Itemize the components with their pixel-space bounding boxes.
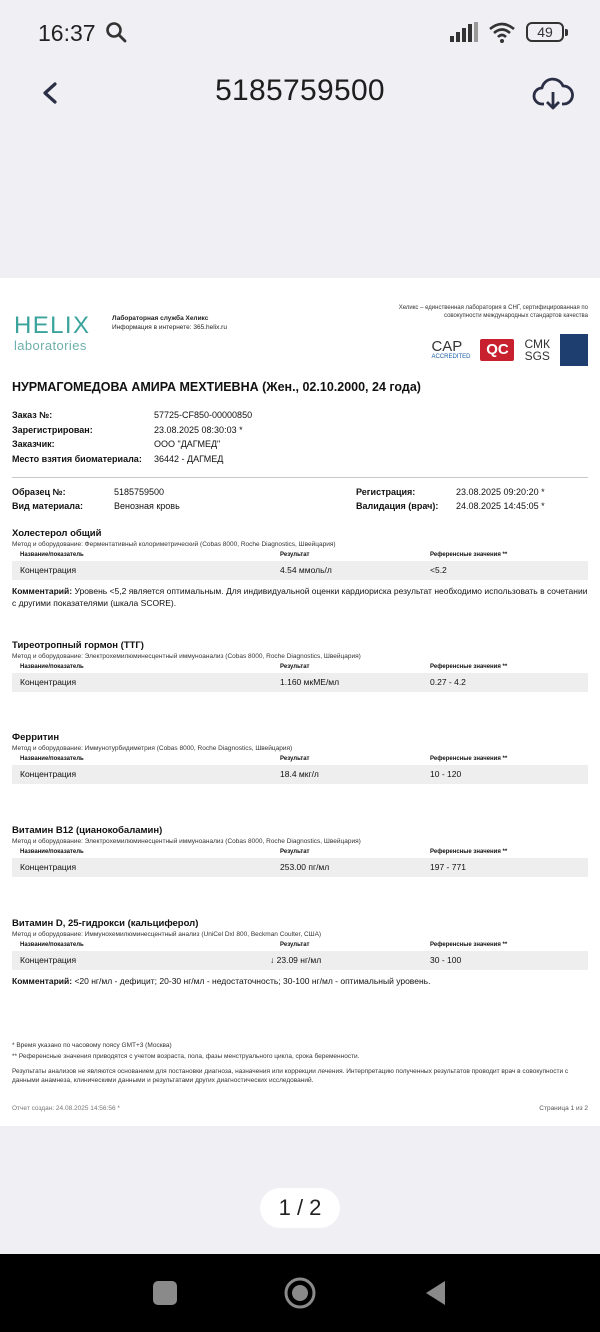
- test-ferritin: Ферритин Метод и оборудование: Иммунотурбидиметрия (Cobas 8000, Roche Diagnostics, Швейцария) Название/показатель Результат Референсные значения ** Концентрация 18.4 мкг/л 10 - 120: [12, 732, 588, 784]
- sgs-logo: СМК SGS: [524, 337, 550, 363]
- table-header: Название/показатель Результат Референсные значения **: [20, 849, 508, 855]
- lab-info: Лабораторная служба Хеликс Информация в интернете: 365.helix.ru: [112, 315, 227, 331]
- divider: [12, 477, 588, 478]
- table-row: Концентрация 253.00 пг/мл 197 - 771: [12, 858, 588, 877]
- comment: Комментарий: Уровень <5,2 является оптимальным. Для индивидуальной оценки кардиориска результат необходимо использовать в сочетании с другими показателями (шкала SCORE).: [12, 586, 588, 608]
- nav-back-icon[interactable]: [423, 1278, 447, 1308]
- test-vitamin-d: Витамин D, 25-гидрокси (кальциферол) Метод и оборудование: Иммунохемилюминесцентный анализ (UniCel DxI 800, Beckman Coulter, США) Название/показатель Результат Референсные значения ** Концентрация ↓ 23.09 нг/мл 30 - 100 Комментарий: <20 нг/мл - дефицит; 20-30 нг/мл - недостаточность; 30-100 нг/мл - оптимальный уровень.: [12, 918, 588, 987]
- table-header: Название/показатель Результат Референсные значения **: [20, 756, 508, 762]
- status-time: 16:37: [38, 20, 96, 46]
- report-header: [12, 290, 588, 370]
- certification-text: Хеликс – единственная лаборатория в СНГ, сертифицированная по совокупности международных стандартов качества: [398, 305, 588, 319]
- sample-info: Образец №: 5185759500 Вид материала: Венозная кровь Регистрация: 23.08.2025 09:20:20 * Валидация (врач): 24.08.2025 14:45:05 *: [12, 487, 545, 511]
- table-header: Название/показатель Результат Референсные значения **: [20, 664, 508, 670]
- cloud-download-icon[interactable]: [532, 74, 574, 116]
- patient-name: НУРМАГОМЕДОВА АМИРА МЕХТИЕВНА (Жен., 02.10.2000, 24 года): [12, 380, 421, 394]
- signal-icon: [450, 22, 478, 42]
- test-cholesterol: Холестерол общий Метод и оборудование: Ферментативный колориметрический (Cobas 8000, Roche Diagnostics, Швейцария) Название/показатель Результат Референсные значения ** Концентрация 4.54 ммоль/л <5.2 Комментарий: Уровень <5,2 является оптимальным. Для индивидуальной оценки кардиориска результат необходимо использовать в сочетании с другими показателями (шкала SCORE).: [12, 528, 588, 608]
- helix-logo: HELIX laboratories: [14, 312, 91, 353]
- table-row: Концентрация 18.4 мкг/л 10 - 120: [12, 765, 588, 784]
- qc-logo: QC: [480, 339, 514, 361]
- table-row: Концентрация 4.54 ммоль/л <5.2: [12, 561, 588, 580]
- page-title: 5185759500: [215, 74, 385, 107]
- pdf-page[interactable]: [0, 278, 600, 1126]
- comment: Комментарий: <20 нг/мл - дефицит; 20-30 нг/мл - недостаточность; 30-100 нг/мл - оптимальный уровень.: [12, 976, 431, 986]
- report-footer: Отчет создан: 24.08.2025 14:56:56 * Страница 1 из 2: [12, 1105, 588, 1112]
- app-bar: [0, 64, 600, 124]
- order-info: Заказ №: 57725-CF850-00000850 Зарегистрирован: 23.08.2025 08:30:03 * Заказчик: ООО "ДАГМЕД" Место взятия биоматериала: 36442 - ДАГМЕД: [12, 410, 253, 464]
- status-bar: [0, 0, 600, 64]
- wifi-icon: [488, 21, 516, 43]
- table-header: Название/показатель Результат Референсные значения **: [20, 942, 508, 948]
- battery-icon: 49: [526, 22, 564, 42]
- search-icon: [104, 20, 128, 44]
- footnotes: * Время указано по часовому поясу GMT+3 (Москва) ** Референсные значения приводятся с учетом возраста, пола, фазы менструального цикла, срока беременности. Результаты анализов не являются основанием для постановки диагноза, назначения или коррекции лечения. Интерпретацию полученных результатов проводит врач в совокупности с данными анамнеза, клиническими данными и результатами других диагностических исследований.: [12, 1042, 569, 1084]
- table-row: Концентрация 1.160 мкМЕ/мл 0.27 - 4.2: [12, 673, 588, 692]
- table-header: Название/показатель Результат Референсные значения **: [20, 552, 508, 558]
- home-icon[interactable]: [283, 1276, 317, 1310]
- table-row: Концентрация ↓ 23.09 нг/мл 30 - 100: [12, 951, 588, 970]
- system-nav-bar: [0, 1254, 600, 1332]
- cert-badge-logo: [560, 334, 588, 366]
- low-flag-icon: ↓: [270, 955, 275, 965]
- recents-icon[interactable]: [153, 1281, 177, 1305]
- certification-logos: [431, 334, 588, 366]
- test-tsh: Тиреотропный гормон (ТТГ) Метод и оборудование: Электрохемилюминесцентный иммуноанализ (Cobas 8000, Roche Diagnostics, Швейцария) Название/показатель Результат Референсные значения ** Концентрация 1.160 мкМЕ/мл 0.27 - 4.2: [12, 640, 588, 692]
- page-indicator: 1 / 2: [260, 1188, 340, 1228]
- test-b12: Витамин В12 (цианокобаламин) Метод и оборудование: Электрохемилюминесцентный иммуноанализ (Cobas 8000, Roche Diagnostics, Швейцария) Название/показатель Результат Референсные значения ** Концентрация 253.00 пг/мл 197 - 771: [12, 825, 588, 877]
- cap-logo: CAP ACCREDITED: [431, 337, 471, 360]
